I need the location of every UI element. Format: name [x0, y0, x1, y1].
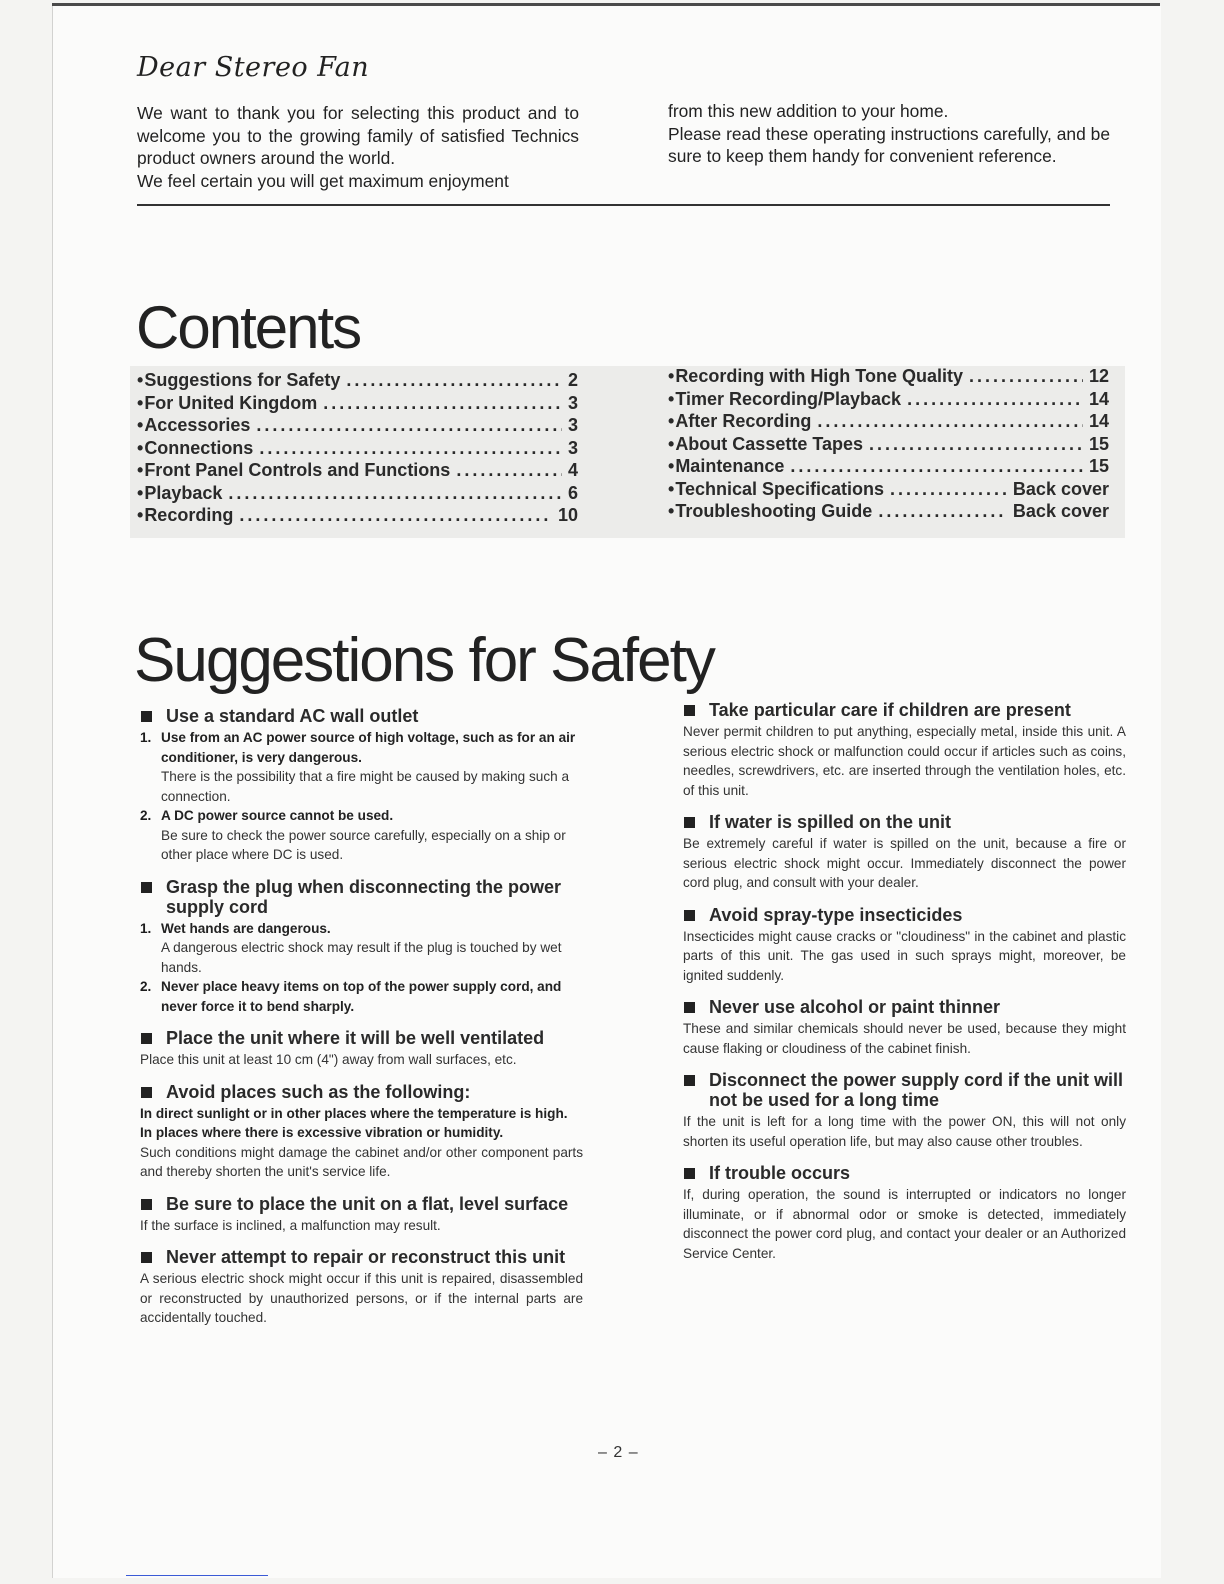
toc-entry-page: 15	[1088, 433, 1109, 454]
safety-column-right	[683, 700, 1126, 1275]
toc-entry-title: • Front Panel Controls and Functions	[137, 460, 450, 481]
toc-leader	[228, 483, 562, 504]
toc-entry-title: • For United Kingdom	[137, 393, 317, 414]
toc-entry[interactable]	[668, 366, 1109, 389]
toc-entry-title: • Technical Specifications	[668, 479, 884, 500]
toc-leader	[907, 389, 1083, 410]
toc-entry-page: Back cover	[1012, 478, 1109, 499]
item-lead: Wet hands are dangerous.	[161, 920, 331, 936]
safety-heading-text: Avoid spray-type insecticides	[709, 904, 963, 925]
toc-leader	[346, 370, 562, 391]
toc-entry[interactable]	[137, 438, 578, 461]
square-bullet-icon	[141, 1033, 152, 1044]
page-number: – 2 –	[598, 1444, 639, 1461]
toc-entry-title: • After Recording	[668, 411, 811, 432]
toc-entry-page: 3	[567, 437, 578, 458]
square-bullet-icon	[141, 1087, 152, 1098]
safety-section	[140, 877, 583, 1017]
safety-heading-text: Take particular care if children are present	[709, 700, 1071, 720]
toc-leader	[890, 479, 1007, 500]
item-number: 2.	[140, 808, 152, 823]
safety-section	[683, 700, 1126, 800]
safety-text: A serious electric shock might occur if this unit is repaired, disassembled or reconstructed by unauthorized persons, or if the internal parts are accidentally touched.	[140, 1271, 583, 1325]
toc-entry[interactable]	[668, 479, 1109, 502]
safety-section	[683, 997, 1126, 1058]
bottom-link-underline	[126, 1575, 268, 1576]
safety-heading-text: Grasp the plug when disconnecting the power supply cord	[166, 876, 562, 917]
toc-entry-page: 12	[1088, 366, 1109, 386]
safety-text: If, during operation, the sound is interrupted or indicators no longer illuminate, or if abnormal odor or smoke is detected, immediately disconnect the power cord plug, and contact your dealer or an Authorized Service Center.	[683, 1187, 1126, 1261]
toc-entry[interactable]	[668, 389, 1109, 412]
item-number: 1.	[140, 920, 152, 936]
safety-heading	[683, 812, 1126, 832]
toc-entry-title: • Connections	[137, 438, 253, 459]
safety-section	[683, 1163, 1126, 1263]
toc-entry[interactable]	[137, 370, 578, 393]
safety-heading	[683, 997, 1126, 1017]
toc-entry-page: 4	[567, 460, 578, 480]
toc-leader	[969, 366, 1083, 387]
intro-divider	[137, 204, 1110, 206]
safety-heading	[140, 1247, 583, 1267]
toc-entry-title: • Timer Recording/Playback	[668, 389, 901, 410]
safety-heading	[683, 1070, 1126, 1110]
salutation: Dear Stereo Fan	[137, 52, 370, 83]
safety-list-item	[140, 728, 583, 806]
safety-heading	[683, 1163, 1126, 1183]
safety-heading	[140, 1082, 583, 1102]
toc-leader	[259, 438, 562, 459]
square-bullet-icon	[684, 1075, 695, 1086]
intro-paragraph: from this new addition to your home.	[668, 101, 949, 121]
safety-section	[140, 1028, 583, 1070]
safety-heading	[140, 706, 583, 726]
square-bullet-icon	[684, 1168, 695, 1179]
toc-entry-title: • Playback	[137, 483, 222, 504]
safety-title: Suggestions for Safety	[134, 626, 714, 695]
safety-heading-text: If water is spilled on the unit	[709, 812, 952, 832]
intro-paragraph: We want to thank you for selecting this product and to welcome you to the growing family of satisfied Technics product owners around the world.	[137, 103, 579, 168]
safety-heading	[140, 877, 583, 917]
safety-bold-text: In direct sunlight or in other places where the temperature is high.	[140, 1105, 568, 1121]
safety-heading-text: Avoid places such as the following:	[166, 1081, 471, 1102]
safety-heading-text: Be sure to place the unit on a flat, level surface	[166, 1193, 569, 1214]
safety-list-item	[140, 806, 583, 865]
toc-entry[interactable]	[137, 505, 578, 528]
contents-list-left	[137, 370, 578, 528]
intro-left-column	[137, 102, 579, 192]
intro-paragraph: We feel certain you will get maximum enjoyment	[137, 170, 509, 191]
safety-heading	[140, 1194, 583, 1214]
safety-text: Insecticides might cause cracks or "cloudiness" in the cabinet and plastic parts of this unit. The gas used in such sprays might, moreover, be ignited suddenly.	[683, 928, 1126, 983]
toc-entry-title: • Recording	[137, 505, 233, 526]
toc-entry-title: • Maintenance	[668, 456, 784, 477]
item-number: 1.	[140, 730, 152, 745]
toc-entry-page: 10	[557, 505, 578, 525]
toc-entry[interactable]	[137, 415, 578, 438]
toc-entry-page: 6	[567, 482, 578, 503]
safety-text: These and similar chemicals should never be used, because they might cause flaking or cloudiness of the cabinet finish.	[683, 1021, 1126, 1056]
square-bullet-icon	[684, 705, 695, 716]
intro-paragraph: Please read these operating instructions carefully, and be sure to keep them handy for convenient reference.	[668, 123, 1110, 166]
toc-entry-page: 14	[1088, 411, 1109, 431]
safety-list	[140, 919, 583, 1017]
toc-entry-page: 2	[567, 370, 578, 390]
safety-text: Never permit children to put anything, especially metal, inside this unit. A serious electric shock or malfunction could occur if articles such as coins, needles, screwdrivers, etc. are inserted through the ventilation holes, etc. of this unit.	[683, 724, 1126, 798]
toc-entry-title: • About Cassette Tapes	[668, 434, 863, 455]
toc-entry[interactable]	[668, 456, 1109, 479]
square-bullet-icon	[141, 1252, 152, 1263]
toc-entry[interactable]	[668, 501, 1109, 524]
safety-heading	[683, 905, 1126, 925]
toc-entry[interactable]	[137, 393, 578, 416]
toc-entry-title: • Accessories	[137, 415, 250, 436]
square-bullet-icon	[141, 1199, 152, 1210]
safety-section	[140, 1194, 583, 1236]
toc-entry-title: • Suggestions for Safety	[137, 370, 340, 391]
safety-section	[683, 812, 1126, 893]
toc-entry-page: 3	[567, 392, 578, 413]
toc-leader	[878, 501, 1007, 522]
safety-section	[140, 1082, 583, 1182]
safety-list	[140, 728, 583, 865]
safety-section	[140, 1247, 583, 1328]
safety-text: Place this unit at least 10 cm (4") away from wall surfaces, etc.	[140, 1052, 517, 1067]
safety-text: Such conditions might damage the cabinet and/or other component parts and thereby shorten the unit's service life.	[140, 1144, 583, 1179]
safety-text: Be extremely careful if water is spilled on the unit, because a fire or serious electric shock might occur. Immediately disconnect the power cord plug, and consult with your dealer.	[683, 836, 1126, 890]
safety-text: If the unit is left for a long time with the power ON, this will not only shorten its useful operation life, but may also cause other troubles.	[683, 1114, 1126, 1149]
toc-leader	[239, 505, 552, 526]
toc-entry-title: • Troubleshooting Guide	[668, 501, 872, 522]
safety-section	[683, 905, 1126, 986]
toc-leader	[790, 456, 1083, 477]
item-text: There is the possibility that a fire might be caused by making such a connection.	[161, 769, 570, 804]
safety-heading	[683, 700, 1126, 720]
safety-section	[683, 1070, 1126, 1151]
safety-heading-text: Never attempt to repair or reconstruct this unit	[166, 1247, 566, 1267]
item-lead: Never place heavy items on top of the power supply cord, and never force it to bend sharply.	[161, 979, 562, 1014]
toc-leader	[323, 393, 562, 414]
safety-heading	[140, 1028, 583, 1048]
safety-heading-text: Disconnect the power supply cord if the unit will not be used for a long time	[709, 1070, 1124, 1110]
toc-entry-page: 14	[1088, 388, 1109, 409]
toc-leader	[456, 460, 562, 481]
intro-right-column	[668, 100, 1110, 168]
square-bullet-icon	[141, 711, 152, 722]
safety-list-item	[140, 919, 583, 978]
square-bullet-icon	[684, 1002, 695, 1013]
toc-leader	[869, 434, 1083, 455]
toc-entry-page: Back cover	[1012, 501, 1109, 521]
toc-entry[interactable]	[668, 411, 1109, 434]
toc-entry[interactable]	[137, 460, 578, 483]
safety-heading-text: Place the unit where it will be well ventilated	[166, 1028, 545, 1048]
toc-leader	[817, 411, 1083, 432]
safety-heading-text: If trouble occurs	[709, 1163, 851, 1183]
safety-heading-text: Use a standard AC wall outlet	[166, 706, 419, 726]
toc-entry[interactable]	[137, 483, 578, 506]
square-bullet-icon	[141, 882, 152, 893]
square-bullet-icon	[684, 910, 695, 921]
item-text: Be sure to check the power source carefully, especially on a ship or other place where DC is used.	[161, 827, 566, 862]
toc-entry[interactable]	[668, 434, 1109, 457]
item-lead: A DC power source cannot be used.	[161, 808, 394, 823]
safety-column-left	[140, 706, 583, 1340]
safety-heading-text: Never use alcohol or paint thinner	[709, 997, 1001, 1017]
safety-bold-text: In places where there is excessive vibration or humidity.	[140, 1125, 504, 1140]
item-number: 2.	[140, 979, 152, 994]
item-lead: Use from an AC power source of high voltage, such as for an air conditioner, is very dangerous.	[161, 730, 576, 765]
square-bullet-icon	[684, 817, 695, 828]
toc-entry-title: • Recording with High Tone Quality	[668, 366, 963, 387]
contents-title: Contents	[136, 294, 361, 361]
contents-list-right	[668, 366, 1109, 524]
safety-text: If the surface is inclined, a malfunction may result.	[140, 1217, 441, 1233]
safety-section	[140, 706, 583, 865]
safety-list-item	[140, 977, 583, 1016]
toc-leader	[256, 415, 562, 436]
toc-entry-page: 3	[567, 415, 578, 435]
toc-entry-page: 15	[1088, 456, 1109, 476]
item-text: A dangerous electric shock may result if the plug is touched by wet hands.	[161, 940, 562, 975]
